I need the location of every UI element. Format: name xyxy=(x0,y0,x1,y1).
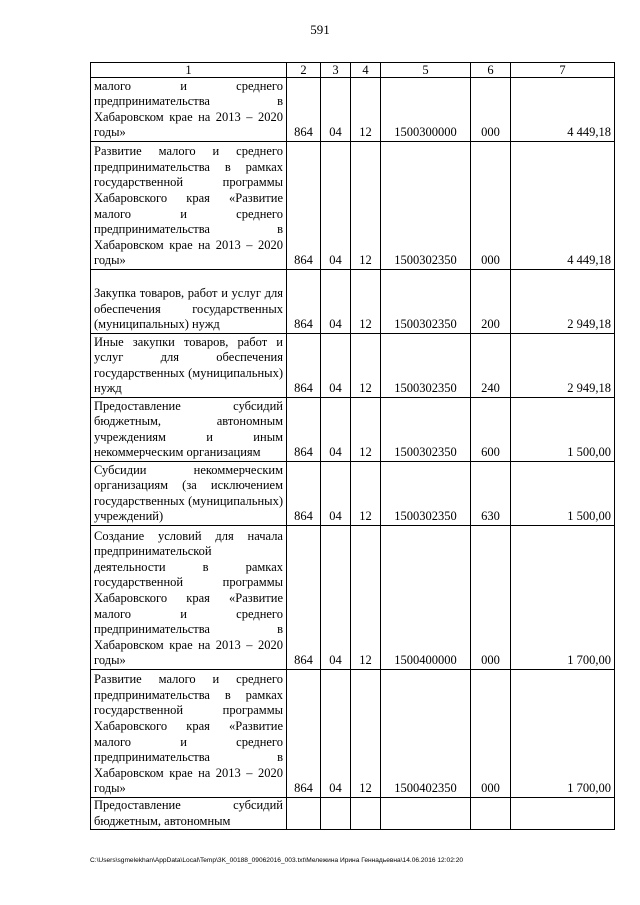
row-name-cell: Предоставление субсидий бюджетным, автономным учреждениям и иным некоммерческим организациям xyxy=(91,398,287,462)
row-name-cell: Развитие малого и среднего предпринимательства в рамках государственной программы Хабаровского края «Развитие малого и среднего предпринимательства в Хабаровском крае на 2013 – 2020 годы» xyxy=(91,670,287,798)
target-item-cell: 1500300000 xyxy=(381,78,471,142)
amount-cell: 2 949,18 xyxy=(511,334,615,398)
subsection-cell: 12 xyxy=(351,526,381,670)
target-item-cell: 1500400000 xyxy=(381,526,471,670)
expense-type-cell xyxy=(471,798,511,830)
expense-type-cell: 600 xyxy=(471,398,511,462)
table-row xyxy=(91,270,615,334)
amount-cell: 4 449,18 xyxy=(511,142,615,270)
ministry-code-cell: 864 xyxy=(287,526,321,670)
section-cell xyxy=(321,798,351,830)
header-col-3: 3 xyxy=(321,63,351,78)
amount-cell xyxy=(511,798,615,830)
table-row xyxy=(91,142,615,270)
page-number: 591 xyxy=(310,22,330,37)
amount-cell: 4 449,18 xyxy=(511,78,615,142)
expense-type-cell: 630 xyxy=(471,462,511,526)
subsection-cell: 12 xyxy=(351,670,381,798)
subsection-cell: 12 xyxy=(351,270,381,334)
amount-cell: 2 949,18 xyxy=(511,270,615,334)
subsection-cell: 12 xyxy=(351,334,381,398)
target-item-cell: 1500302350 xyxy=(381,334,471,398)
target-item-cell: 1500402350 xyxy=(381,670,471,798)
section-cell: 04 xyxy=(321,526,351,670)
amount-cell: 1 700,00 xyxy=(511,670,615,798)
table-row xyxy=(91,334,615,398)
section-cell: 04 xyxy=(321,142,351,270)
amount-cell: 1 500,00 xyxy=(511,398,615,462)
subsection-cell: 12 xyxy=(351,142,381,270)
section-cell: 04 xyxy=(321,670,351,798)
section-cell: 04 xyxy=(321,334,351,398)
row-name-cell: Субсидии некоммерческим организациям (за исключением государственных (муниципальных) учреждений) xyxy=(91,462,287,526)
table-row xyxy=(91,526,615,670)
ministry-code-cell: 864 xyxy=(287,78,321,142)
ministry-code-cell: 864 xyxy=(287,462,321,526)
header-col-2: 2 xyxy=(287,63,321,78)
target-item-cell: 1500302350 xyxy=(381,462,471,526)
file-path-footer: C:\Users\sgmelekhan\AppData\Local\Temp\3K_00188_09062016_003.txt\Мележина Ирина Геннадьевна\14.06.2016 12:02:20 xyxy=(90,857,464,864)
target-item-cell: 1500302350 xyxy=(381,142,471,270)
table-row xyxy=(91,670,615,798)
amount-cell: 1 700,00 xyxy=(511,526,615,670)
table-header-row xyxy=(91,63,615,78)
table-row xyxy=(91,398,615,462)
row-name-cell: Развитие малого и среднего предпринимательства в рамках государственной программы Хабаровского края «Развитие малого и среднего предпринимательства в Хабаровском крае на 2013 – 2020 годы» xyxy=(91,142,287,270)
ministry-code-cell: 864 xyxy=(287,270,321,334)
header-col-1: 1 xyxy=(91,63,287,78)
expense-type-cell: 000 xyxy=(471,142,511,270)
table-row xyxy=(91,78,615,142)
subsection-cell: 12 xyxy=(351,398,381,462)
expense-type-cell: 000 xyxy=(471,78,511,142)
row-name-cell: Предоставление субсидий бюджетным, автономным xyxy=(91,798,287,830)
subsection-cell xyxy=(351,798,381,830)
amount-cell: 1 500,00 xyxy=(511,462,615,526)
header-col-6: 6 xyxy=(471,63,511,78)
subsection-cell: 12 xyxy=(351,78,381,142)
budget-table xyxy=(90,62,615,830)
section-cell: 04 xyxy=(321,270,351,334)
ministry-code-cell xyxy=(287,798,321,830)
section-cell: 04 xyxy=(321,78,351,142)
expense-type-cell: 200 xyxy=(471,270,511,334)
row-name-cell: Создание условий для начала предпринимательской деятельности в рамках государственной программы Хабаровского края «Развитие малого и среднего предпринимательства в Хабаровском крае на 2013 – 2020 годы» xyxy=(91,526,287,670)
row-name-cell: малого и среднего предпринимательства в Хабаровском крае на 2013 – 2020 годы» xyxy=(91,78,287,142)
target-item-cell xyxy=(381,798,471,830)
ministry-code-cell: 864 xyxy=(287,398,321,462)
header-col-4: 4 xyxy=(351,63,381,78)
ministry-code-cell: 864 xyxy=(287,334,321,398)
table-row xyxy=(91,798,615,830)
expense-type-cell: 240 xyxy=(471,334,511,398)
subsection-cell: 12 xyxy=(351,462,381,526)
row-name-cell: Закупка товаров, работ и услуг для обеспечения государственных (муниципальных) нужд xyxy=(91,270,287,334)
header-col-7: 7 xyxy=(511,63,615,78)
section-cell: 04 xyxy=(321,462,351,526)
expense-type-cell: 000 xyxy=(471,670,511,798)
header-col-5: 5 xyxy=(381,63,471,78)
section-cell: 04 xyxy=(321,398,351,462)
target-item-cell: 1500302350 xyxy=(381,398,471,462)
table-row xyxy=(91,462,615,526)
row-name-cell: Иные закупки товаров, работ и услуг для обеспечения государственных (муниципальных) нужд xyxy=(91,334,287,398)
ministry-code-cell: 864 xyxy=(287,670,321,798)
ministry-code-cell: 864 xyxy=(287,142,321,270)
target-item-cell: 1500302350 xyxy=(381,270,471,334)
expense-type-cell: 000 xyxy=(471,526,511,670)
